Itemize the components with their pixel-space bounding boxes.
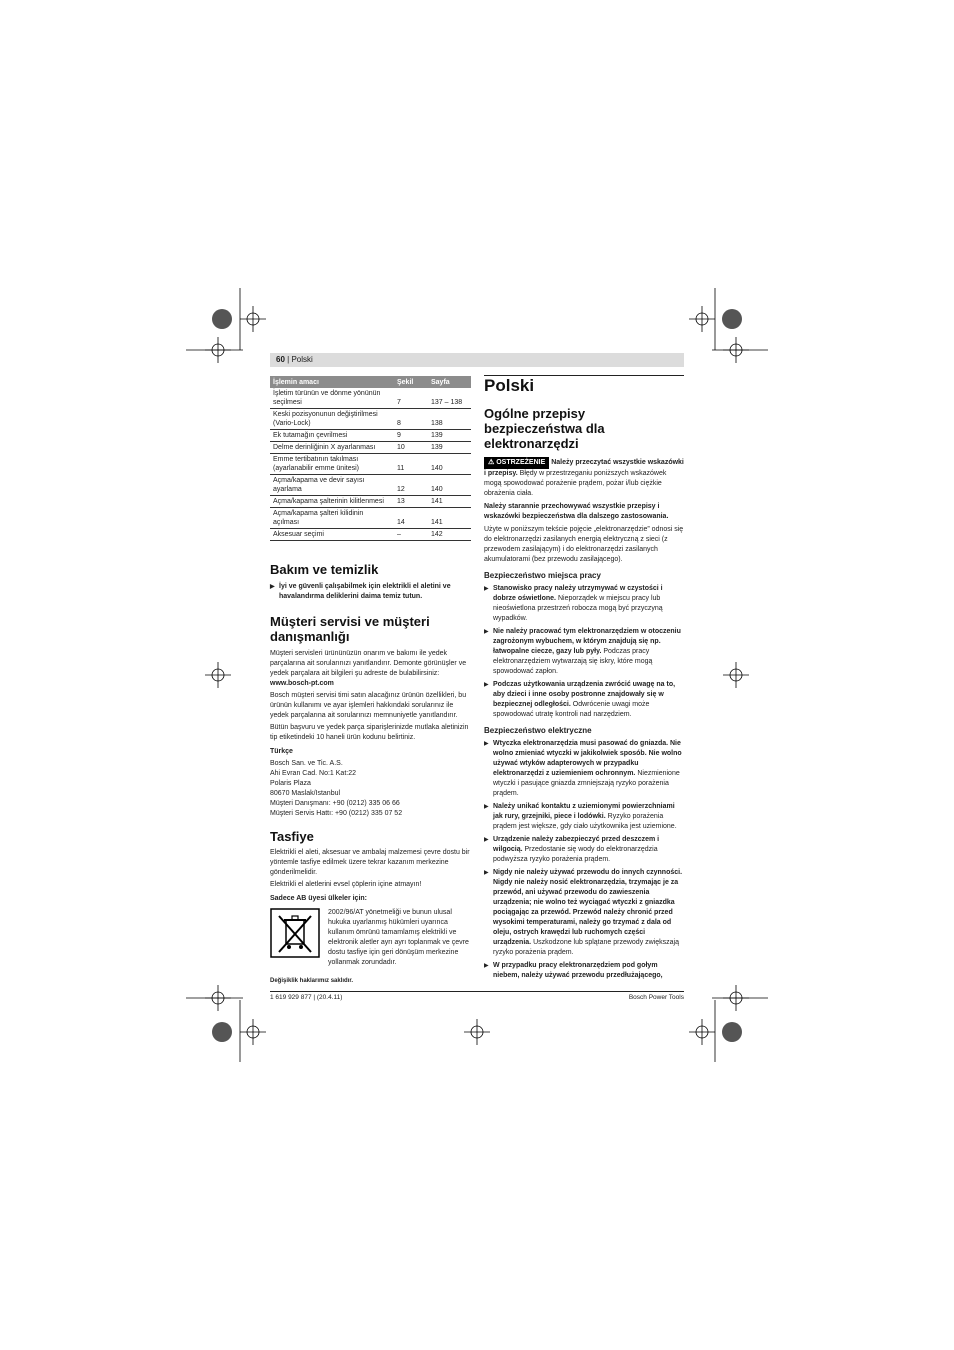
footer-code: 1 619 929 877 | (20.4.11) xyxy=(270,994,343,1001)
electrical-safety-title: Bezpieczeństwo elektryczne xyxy=(484,726,592,735)
table-header: Şekil xyxy=(394,376,428,388)
safety-item-bold: Należy unikać kontaktu z uziemionymi powierzchniami jak rury, grzejniki, piece i lodówki. xyxy=(493,803,675,820)
table-row xyxy=(270,475,471,496)
right-column xyxy=(484,376,684,984)
table-cell: 140 xyxy=(428,475,471,496)
safety-item xyxy=(484,961,684,981)
safety-item-text: Przedostanie się wody do elektronarzędzia podwyższa ryzyko porażenia prądem. xyxy=(493,846,658,863)
warning-icon: ⚠ xyxy=(488,459,495,466)
servis-paragraph: Bosch müşteri servisi timi satın alacağınız ürünün özellikleri, bu ürünün kullanımı ve ayar işlemleri hakkındaki sorularınız ile yedek parçalarına ait sorularınızı memnuniyetle yanıtlandırır. xyxy=(270,692,467,719)
table-cell: 9 xyxy=(394,430,428,442)
language-title: Polski xyxy=(484,376,535,395)
table-cell: Ek tutamağın çevrilmesi xyxy=(270,430,394,442)
table-cell: – xyxy=(394,529,428,541)
safety-item-bold: Nigdy nie należy używać przewodu do innych czynności. Nigdy nie należy nosić elektronarzędzia, trzymając je za przewód, ani używać przewodu do zawieszenia urządzenia; nie wolno też wyciągać wtyczki z gniazdka pociągając za przewód. Przewód należy chronić przed wysokimi temperaturami, należy go trzymać z dala od oleju, ostrych krawędzi lub ruchomych części urządzenia. xyxy=(493,869,683,946)
safety-item xyxy=(484,868,684,958)
address-line: Müşteri Servis Hattı: +90 (0212) 335 07 52 xyxy=(270,810,403,817)
weee-bin-icon xyxy=(270,908,320,958)
left-column xyxy=(270,562,470,988)
table-row xyxy=(270,454,471,475)
bakim-title: Bakım ve temizlik xyxy=(270,562,379,577)
safety-item-text: Odwrócenie uwagi może spowodować utratę kontroli nad narzędziem. xyxy=(493,701,650,718)
country-label: Türkçe xyxy=(270,748,293,755)
table-row xyxy=(270,388,471,409)
table-cell: 8 xyxy=(394,409,428,430)
operations-table xyxy=(270,376,471,541)
servis-paragraph: Müşteri servisleri ürününüzün onarım ve bakımı ile yedek parçalarına ait sorularınızı yanıtlandırır. Demonte görünüşler ve yedek parçalara ait bilgileri şu adreste de bulabilirsiniz: xyxy=(270,650,467,677)
table-cell: 10 xyxy=(394,442,428,454)
table-cell: 141 xyxy=(428,496,471,508)
table-row xyxy=(270,442,471,454)
table-cell: Emme tertibatının takılması (ayarlanabilir emme ünitesi) xyxy=(270,454,394,475)
header-section: Polski xyxy=(291,355,313,364)
table-cell: 7 xyxy=(394,388,428,409)
warning-badge: ⚠ OSTRZEŻENIE xyxy=(484,457,549,469)
warning-bold: Należy przeczytać wszystkie wskazówki i przepisy. xyxy=(484,459,684,477)
safety-item xyxy=(484,802,684,832)
safety-item-bold: Podczas użytkowania urządzenia zwrócić uwagę na to, aby dzieci i inne osoby postronne znajdowały się w bezpiecznej odległości. xyxy=(493,681,676,708)
table-row xyxy=(270,529,471,541)
safety-item-bold: Nie należy pracować tym elektronarzędziem w otoczeniu zagrożonym wybuchem, w którym znajdują się np. łatwopalne ciecze, gazy lub pyły. xyxy=(493,628,681,655)
work-safety-title: Bezpieczeństwo miejsca pracy xyxy=(484,571,601,580)
change-note: Değişiklik haklarımız saklıdır. xyxy=(270,978,354,984)
table-cell: Açma/kapama şalterinin kilitlenmesi xyxy=(270,496,394,508)
footer-rule xyxy=(270,991,684,992)
safety-item-text: Nieporządek w miejscu pracy lub nieoświetlona przestrzeń robocza mogą być przyczyną wypadków. xyxy=(493,595,663,622)
table-row xyxy=(270,508,471,529)
table-cell: 141 xyxy=(428,508,471,529)
table-cell: 13 xyxy=(394,496,428,508)
page-header: 60 | Polski xyxy=(270,353,684,367)
safety-item-text: Ryzyko porażenia prądem jest większe, gdy ciało użytkownika jest uziemione. xyxy=(493,813,677,830)
table-cell: 12 xyxy=(394,475,428,496)
safety-item-bold: Stanowisko pracy należy utrzymywać w czystości i dobrze oświetlone. xyxy=(493,585,663,602)
tasfiye-paragraph: Elektrikli el aleti, aksesuar ve ambalaj malzemesi çevre dostu bir yöntemle tasfiye edilmek üzere tekrar kazanım merkezine gönderilmelidir. xyxy=(270,849,470,876)
address-block xyxy=(270,759,470,819)
table-row xyxy=(270,430,471,442)
safety-item-text: Podczas pracy elektronarzędziem wytwarzają się iskry, które mogą spowodować zapłon. xyxy=(493,648,653,675)
table-row xyxy=(270,496,471,508)
table-header: İşlemin amacı xyxy=(270,376,394,388)
definition-text: Użyte w poniższym tekście pojęcie „elektronarzędzie” odnosi się do elektronarzędzi zasilanych energią elektryczną z sieci (z przewodem zasilającym) i do elektronarzędzi zasilanych akumulatorami (bez przewodu zasilającego). xyxy=(484,526,684,563)
address-line: Müşteri Danışmanı: +90 (0212) 335 06 66 xyxy=(270,800,400,807)
footer-brand: Bosch Power Tools xyxy=(628,994,684,1001)
bakim-item: ▶ İyi ve güvenli çalışabilmek için elektrikli el aletini ve havalandırma deliklerini daima temiz tutun. xyxy=(270,582,470,602)
address-line: 80670 Maslak/Istanbul xyxy=(270,790,341,797)
address-line: Polaris Plaza xyxy=(270,780,311,787)
warning-text: Błędy w przestrzeganiu poniższych wskazówek mogą spowodować porażenie prądem, pożar i/lub ciężkie obrażenia ciała. xyxy=(484,470,667,497)
table-cell: 138 xyxy=(428,409,471,430)
table-cell: Aksesuar seçimi xyxy=(270,529,394,541)
table-cell: 139 xyxy=(428,430,471,442)
table-cell: Açma/kapama ve devir sayısı ayarlama xyxy=(270,475,394,496)
table-cell: 142 xyxy=(428,529,471,541)
table-cell: Açma/kapama şalteri kilidinin açılması xyxy=(270,508,394,529)
address-line: Bosch San. ve Tic. A.S. xyxy=(270,760,343,767)
eu-title: Sadece AB üyesi ülkeler için: xyxy=(270,895,368,902)
eu-text: 2002/96/AT yönetmeliği ve bunun ulusal hukuka uyarlanmış hükümleri uyarınca kullanım ömrünü tamamlamış elektrikli ve elektronik aletler ayrı ayrı toplanmak ve çevre dostu tasfiye için geri dönüşüm merkezine yollanmak zorundadır. xyxy=(328,909,469,966)
table-header: Sayfa xyxy=(428,376,471,388)
safety-item-bold: Wtyczka elektronarzędzia musi pasować do gniazda. Nie wolno zmieniać wtyczki w jakikolwiek sposób. Nie wolno używać wtyków adapterowych w przypadku elektronarzędzi z uziemieniem ochronnym. xyxy=(493,740,682,777)
table-cell: 137 – 138 xyxy=(428,388,471,409)
safety-item xyxy=(484,627,684,677)
safety-item xyxy=(484,739,684,799)
table-row xyxy=(270,409,471,430)
page-number: 60 xyxy=(276,355,285,364)
safety-item-text: Niezmienione wtyczki i pasujące gniazda zmniejszają ryzyko porażenia prądem. xyxy=(493,770,680,797)
table-cell: İşletim türünün ve dönme yönünün seçilmesi xyxy=(270,388,394,409)
safety-item-text: Uszkodzone lub splątane przewody zwiększają ryzyko porażenia prądem. xyxy=(493,939,679,956)
table-cell: Delme derinliğinin X ayarlanması xyxy=(270,442,394,454)
servis-title: Müşteri servisi ve müşteri danışmanlığı xyxy=(270,614,430,644)
servis-paragraph: Bütün başvuru ve yedek parça siparişlerinizde mutlaka aletinizin tip etiketindeki 10 haneli ürün kodunu belirtiniz. xyxy=(270,724,469,741)
safety-item xyxy=(484,584,684,624)
table-cell: 139 xyxy=(428,442,471,454)
table-cell: Keski pozisyonunun değiştirilmesi (Vario-Lock) xyxy=(270,409,394,430)
servis-url[interactable]: www.bosch-pt.com xyxy=(270,680,334,687)
safety-item xyxy=(484,680,684,720)
address-line: Ahi Evran Cad. No:1 Kat:22 xyxy=(270,770,356,777)
table-cell: 11 xyxy=(394,454,428,475)
table-cell: 140 xyxy=(428,454,471,475)
safety-item-bold: W przypadku pracy elektronarzędziem pod gołym niebem, należy używać przewodu przedłużającego, xyxy=(493,962,663,979)
safety-item-bold: Urządzenie należy zabezpieczyć przed deszczem i wilgocią. xyxy=(493,836,660,853)
table-cell: 14 xyxy=(394,508,428,529)
safety-item xyxy=(484,835,684,865)
tasfiye-paragraph: Elektrikli el aletlerini evsel çöplerin içine atmayın! xyxy=(270,881,422,888)
tasfiye-title: Tasfiye xyxy=(270,829,314,844)
section-title: Ogólne przepisy bezpieczeństwa dla elektronarzędzi xyxy=(484,406,605,451)
keep-instructions: Należy starannie przechowywać wszystkie przepisy i wskazówki bezpieczeństwa dla dalszego zastosowania. xyxy=(484,503,669,520)
